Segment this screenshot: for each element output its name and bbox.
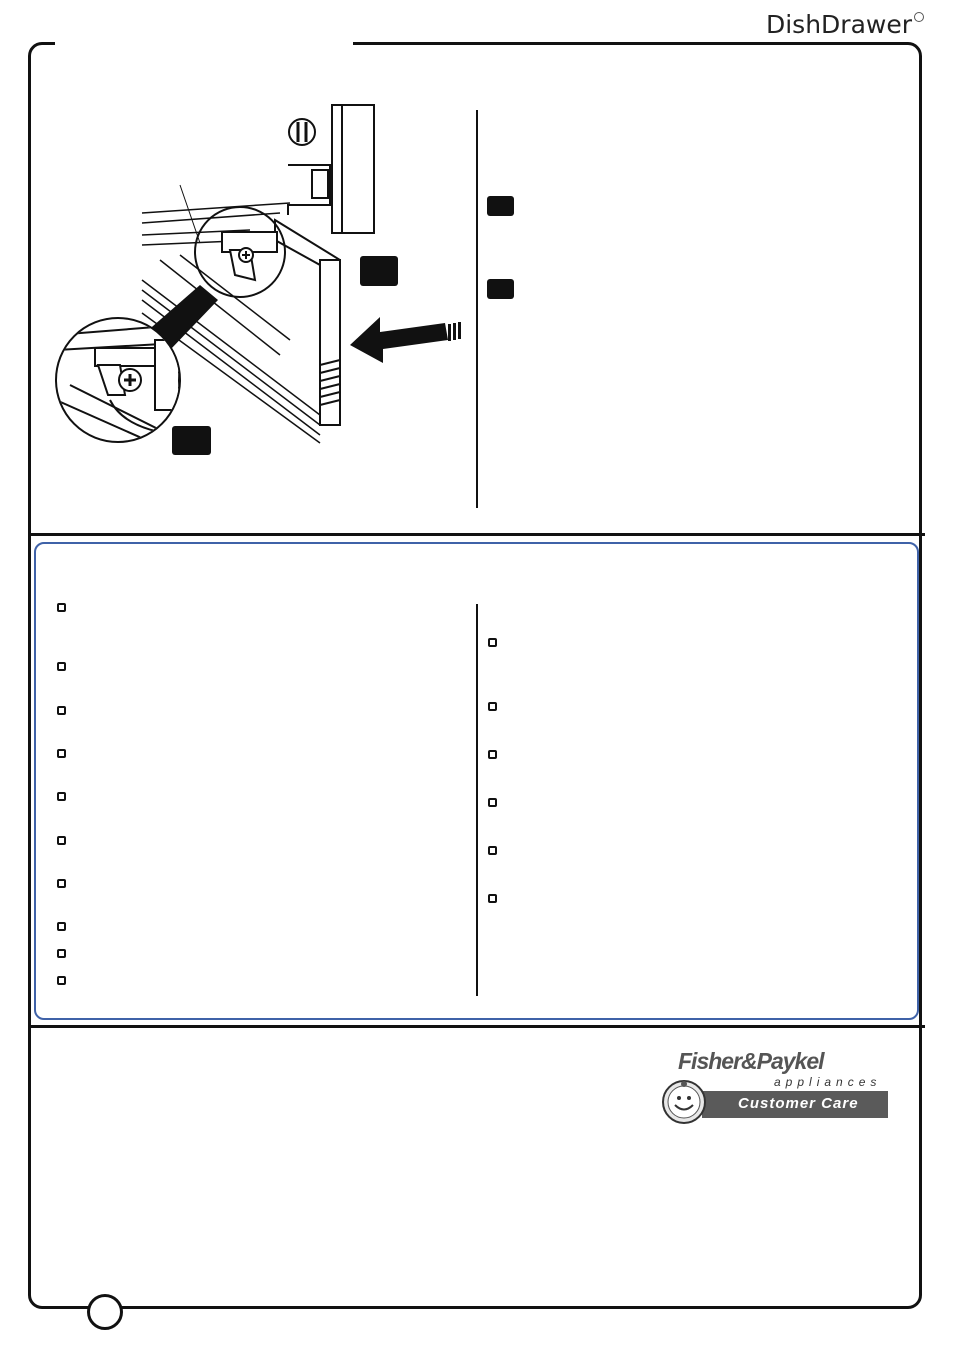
section-divider-top [28, 533, 925, 536]
step-badge-icon [360, 256, 398, 286]
checkbox-bullet-icon [488, 846, 497, 855]
logo-service-label: Customer Care [738, 1095, 859, 1112]
checkbox-bullet-icon [57, 949, 66, 958]
checkbox-bullet-icon [57, 792, 66, 801]
installation-illustration [50, 95, 470, 470]
checkbox-bullet-icon [57, 976, 66, 985]
smiley-face-icon [660, 1078, 708, 1126]
step-badge-icon [487, 279, 514, 299]
checkbox-bullet-icon [57, 836, 66, 845]
knob-icon [289, 119, 315, 145]
logo-service-bar [702, 1091, 888, 1118]
direction-arrow-icon [350, 317, 461, 363]
frame-title-gap [55, 36, 353, 48]
checkbox-bullet-icon [488, 638, 497, 647]
brand-title: DishDrawer [765, 10, 912, 39]
logo-subtitle: appliances [774, 1075, 882, 1089]
section-divider-bottom [28, 1025, 925, 1028]
checkbox-bullet-icon [57, 706, 66, 715]
checkbox-bullet-icon [57, 922, 66, 931]
checkbox-bullet-icon [57, 749, 66, 758]
top-column-divider [476, 110, 478, 508]
checkbox-bullet-icon [488, 798, 497, 807]
zoom-detail [56, 318, 180, 455]
leader-line [180, 185, 200, 243]
checkbox-bullet-icon [488, 702, 497, 711]
page-number-circle [87, 1294, 123, 1330]
step-badge-icon [487, 196, 514, 216]
step-badge-icon [172, 426, 211, 455]
checkbox-bullet-icon [488, 894, 497, 903]
checkbox-bullet-icon [57, 879, 66, 888]
checkbox-bullet-icon [57, 662, 66, 671]
registered-mark-icon [914, 12, 924, 22]
checkbox-bullet-icon [488, 750, 497, 759]
logo-brand: Fisher&Paykel [678, 1048, 824, 1074]
checkbox-bullet-icon [57, 603, 66, 612]
fisher-paykel-logo [660, 1048, 892, 1124]
bracket [222, 232, 277, 280]
tips-column-divider [476, 604, 478, 996]
